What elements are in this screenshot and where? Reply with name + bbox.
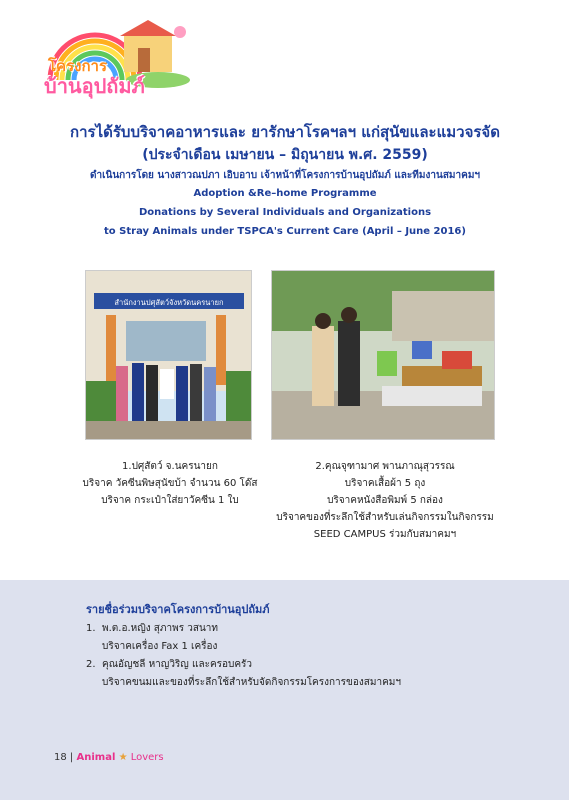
list-item-detail: บริจาคขนมและของที่ระลึกใช้สำหรับจัดกิจกรรมโครงการของสมาคมฯ bbox=[102, 677, 401, 688]
list-item bbox=[86, 656, 401, 674]
photo-donation-delivery bbox=[271, 270, 495, 440]
title-block bbox=[60, 122, 510, 240]
organizer-line: ดำเนินการโดย นางสาวณปภา เอิบอาบ เจ้าหน้าที่โครงการบ้านอุปถัมภ์ และทีมงานสมาคมฯ bbox=[89, 170, 481, 181]
donations-line: Donations by Several Individuals and Organizations bbox=[138, 207, 432, 218]
donor-list-title: รายชื่อร่วมบริจาคโครงการบ้านอุปถัมภ์ bbox=[86, 603, 270, 616]
list-item-number: 2. bbox=[86, 659, 96, 670]
project-logo bbox=[40, 18, 190, 98]
photo-livestock-office bbox=[85, 270, 252, 440]
caption-line: 2.คุณจุฑามาศ พานภาณุสุวรรณ bbox=[315, 461, 455, 472]
footer-separator: | bbox=[69, 752, 74, 763]
cat-icon: ★ bbox=[118, 752, 128, 763]
donor-list bbox=[86, 620, 401, 692]
list-item bbox=[86, 620, 401, 638]
programme-line: Adoption &Re–home Programme bbox=[193, 188, 377, 199]
caption-line: บริจาคเสื้อผ้า 5 ถุง bbox=[344, 478, 426, 489]
page-footer bbox=[54, 752, 164, 763]
magazine-brand-word1: Animal bbox=[76, 752, 116, 763]
group-photo-image bbox=[86, 271, 251, 439]
office-sign-text: สำนักงานปศุสัตว์จังหวัดนครนายก bbox=[114, 298, 224, 307]
list-item-number: 1. bbox=[86, 623, 96, 634]
page-title: การได้รับบริจาคอาหารและ ยารักษาโรคฯลฯ แก่สุนัขและแมวจรจัด bbox=[70, 123, 500, 141]
care-line: to Stray Animals under TSPCA's Current Care (April – June 2016) bbox=[104, 226, 466, 237]
caption-line: SEED CAMPUS ร่วมกับสมาคมฯ bbox=[313, 529, 457, 540]
donor-photo-image bbox=[272, 271, 494, 439]
caption-line: บริจาค กระเป๋าใส่ยาวัคซีน 1 ใบ bbox=[101, 495, 239, 506]
logo-text-line2: บ้านอุปถัมภ์ bbox=[44, 74, 145, 98]
magazine-brand-word2: Lovers bbox=[130, 752, 164, 763]
logo-text-line1: โครงการ bbox=[48, 57, 108, 75]
caption-line: บริจาคหนังสือพิมพ์ 5 กล่อง bbox=[327, 495, 443, 506]
caption-line: บริจาคของที่ระลึกใช้สำหรับเล่นกิจกรรมในกิจกรรม bbox=[276, 512, 494, 523]
list-item-name: พ.ต.อ.หญิง สุภาพร วสนาท bbox=[102, 623, 219, 634]
caption-donor-2 bbox=[265, 458, 505, 543]
list-item-name: คุณอัญชลี หาญวิริญ และครอบครัว bbox=[102, 659, 253, 670]
caption-line: 1.ปศุสัตว์ จ.นครนายก bbox=[122, 461, 218, 472]
caption-line: บริจาค วัคซีนพิษสุนัขบ้า จำนวน 60 โด๊ส bbox=[82, 478, 258, 489]
period-subtitle: (ประจำเดือน เมษายน – มิถุนายน พ.ศ. 2559) bbox=[142, 147, 428, 163]
caption-donor-1 bbox=[80, 458, 260, 509]
list-item-detail: บริจาคเครื่อง Fax 1 เครื่อง bbox=[102, 641, 218, 652]
page-number: 18 bbox=[54, 752, 67, 763]
